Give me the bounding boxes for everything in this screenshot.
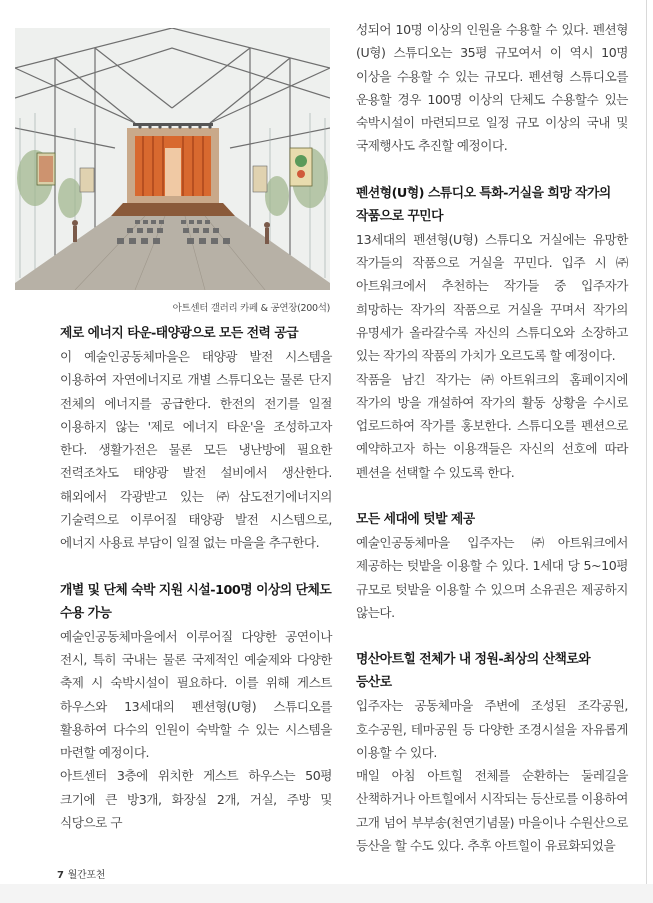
section-gap: [356, 484, 628, 508]
section-heading-trails: 명산아트힐 전체가 내 정원-최상의 산책로와 등산로: [356, 652, 591, 691]
paragraph-garden-plot: 예술인공동체마을 입주자는 ㈜아트워크에서 제공하는 텃밭을 이용할 수 있다. 1세대 당 5~10평 규모로 텃밭을 이용할 수 있으며 소유권은 제공하지 않는다.: [356, 535, 628, 620]
paragraph-pension-studio-1: 13세대의 펜션형(U형) 스튜디오 거실에는 유망한 작가들의 작품으로 거실을 꾸민다. 입주 시 ㈜아트워크에서 추천하는 작가들 중 입주자가 희망하는 작가의 작품으로 거실을 꾸며서 작가의 유명세가 올라갈수록 자신의 스튜디오와 소장하고 있는 작가의 작품의 가치가 오르도록 할 예정이다.: [356, 231, 628, 364]
paragraph-lodging-2: 아트센터 3층에 위치한 게스트 하우스는 50평 크기에 큰 방3개, 화장실 2개, 거실, 주방 및 식당으로 구: [60, 768, 332, 831]
page-edge-rule: [646, 0, 647, 903]
section-gap: [60, 555, 332, 579]
paragraph-trails-1: 입주자는 공동체마을 주변에 조성된 조각공원, 호수공원, 테마공원 등 다양한 조경시설을 자유롭게 이용할 수 있다.: [356, 698, 628, 760]
section-gap: [356, 624, 628, 648]
left-column: [60, 322, 332, 834]
gallery-cafe-illustration: [15, 28, 330, 290]
section-gap: [356, 158, 628, 182]
figure-caption: 아트센터 갤러리 카페 & 공연장(200석): [172, 303, 330, 314]
section-heading-zero-energy: 제로 에너지 타운-태양광으로 모든 전력 공급: [60, 326, 299, 341]
paragraph-lodging-1: 예술인공동체마을에서 이루어질 다양한 공연이나 전시, 특히 국내는 물론 국제적인 예술제와 다양한 축제 시 숙박시설이 필요하다. 이를 위해 게스트 하우스와 13세대의 펜션형(U형) 스튜디오를 활용하여 다수의 인원이 숙박할 수 있는 시스템을 마련할 예정이다.: [60, 628, 332, 761]
page-folio: [57, 866, 105, 881]
paragraph-lodging-continued: 성되어 10명 이상의 인원을 수용할 수 있다. 펜션형(U형) 스튜디오는 35평 규모여서 이 역시 10명 이상을 수용할 수 있는 규모다. 펜션형 스튜디오를 운용할 경우 100명 이상의 단체도 수용할수 있는 숙박시설이 마련되므로 일정 규모 이상의 국내 및 국제행사도 추진할 예정이다.: [356, 22, 628, 154]
page-bottom-band: [0, 884, 653, 903]
section-heading-garden-plot: 모든 세대에 텃밭 제공: [356, 512, 475, 528]
page-number: 7: [57, 870, 64, 881]
publication-name: 월간포천: [67, 870, 106, 881]
paragraph-zero-energy: 이 예술인공동체마을은 태양광 발전 시스템을 이용하여 자연에너지로 개별 스튜디오는 물론 단지 전체의 에너지를 공급한다. 한전의 전기를 일절 이용하지 않는 '제로 에너지 타운'을 조성하고자 한다. 생활가전은 물론 모든 냉난방에 필요한 전력조차도 태양광 발전 설비에서 생산한다. 해외에서 각광받고 있는 ㈜삼도전기에너지의 기술력으로 이루어질 태양광 발전 시스템으로, 에너지 사용료 부담이 일절 없는 마을을 추구한다.: [60, 349, 332, 551]
paragraph-pension-studio-2: 작품을 남긴 작가는 ㈜아트워크의 홈페이지에 작가의 방을 개설하여 작가의 활동 상황을 수시로 업로드하여 작가를 홍보한다. 스튜디오를 펜션으로 예약하고자 하는 이용객들은 자신의 선호에 따라 펜션을 선택할 수 있도록 한다.: [356, 371, 628, 480]
section-heading-lodging: 개별 및 단체 숙박 지원 시설-100명 이상의 단체도 수용 가능: [60, 582, 332, 621]
right-column: [356, 18, 628, 857]
paragraph-trails-2: 매일 아침 아트힐 전체를 순환하는 둘레길을 산책하거나 아트힐에서 시작되는 등산로를 이용하여 고개 넘어 부부송(천연기념물) 마을이나 수원산으로 등산을 할 수도 있다. 추후 아트힐이 유료화되었을: [356, 768, 628, 854]
section-heading-pension-studio: 펜션형(U형) 스튜디오 특화-거실을 희망 작가의 작품으로 꾸민다: [356, 185, 611, 224]
